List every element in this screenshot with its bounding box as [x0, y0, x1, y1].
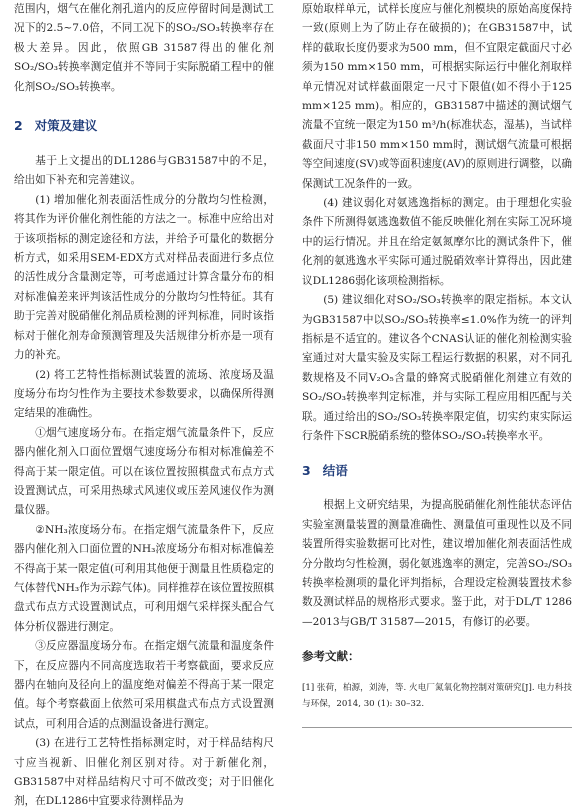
section-2-number: 2 [14, 118, 23, 134]
left-paragraph-4: (2) 将工艺特性指标测试装置的流场、浓度场及温度场分布均匀性作为主要技术参数要求，以确保所得测定结果的准确性。 [14, 368, 274, 420]
reference-1 [302, 680, 572, 712]
left-paragraph-1: 范围内，烟气在催化剂孔道内的反应停留时间是测试工况下的2.5~7.0倍，不同工况下的SO₂/SO₃转换率存在极大差异。因此，依照GB 31587得出的催化剂SO₂/SO₃转换率测定值并不等同于实际脱硝工程中的催化剂SO₂/SO₃转换率。 [14, 3, 274, 93]
left-paragraph-5: ①烟气速度场分布。在指定烟气流量条件下，反应器内催化剂入口面位置烟气速度场分布相对标准偏差不得高于某一限定值。可以在该位置按照棋盘式布点方式设置测试点，可采用热球式风速仪或压差风速仪作为测量仪器。 [14, 426, 274, 517]
reference-1-text: 张荷，柏源，刘涛，等. 火电厂氮氧化物控制对策研究[J]. 电力科技与环保，2014, 30 (1): 30–32. [302, 683, 572, 710]
left-paragraph-2: 基于上文提出的DL1286与GB31587中的不足，给出如下补充和完善建议。 [14, 155, 274, 187]
right-paragraph-4: 根据上文研究结果，为提高脱硝催化剂性能状态评估实验室测量装置的测量准确性、测量值可重现性以及不同装置所得实验数据可比对性，建议增加催化剂表面活性成分分散均匀性检测，弱化氨逃逸率的测定，完善SO₂/SO₃转换率检测项的量化评判指标，合理设定检测装置技术参数及测试样品的规格形式要求。鉴于此，对于DL/T 1286—2013与GB/T 31587—2015，有修订的必要。 [302, 499, 572, 628]
left-paragraph-7: ③反应器温度场分布。在指定烟气流量和温度条件下，在反应器内不同高度选取若干考察截面，要求反应器内在轴向及径向上的温度绝对偏差不得高于某一限定值。每个考察截面上依然可采用棋盘式布点方式设置测试点，可利用合适的点测温设备进行测定。 [14, 640, 274, 730]
right-paragraph-3: (5) 建议细化对SO₂/SO₃转换率的限定指标。本文认为GB31587中以SO₂/SO₃转换率≤1.0%作为统一的评判指标是不适宜的。建议各个CNAS认证的催化剂检测实验室通过对大量实验及实际工程运行数据的积累，对不同孔数规格及不同V₂O₅含量的蜂窝式脱硝催化剂建立有效的SO₂/SO₃转换率判定标准，并与实际工程应用相匹配与关联。通过给出的SO₂/SO₃转换率限定值，切实约束实际运行条件下SCR脱硝系统的整体SO₂/SO₃转换率水平。 [302, 294, 572, 442]
section-3-heading [302, 460, 572, 482]
left-paragraph-3: (1) 增加催化剂表面活性成分的分散均匀性检测，将其作为评价催化剂性能的方法之一。标准中应给出对于该项指标的测定途径和方法，并给予可量化的数据分析方式，如采用SEM-EDX方式对样品表面进行多点位的活性成分含量测定等，可考虑通过计算含量分布的相对标准偏差来评判该活性成分的分散均匀性特征。其有助于完善对脱硝催化剂品质检测的评判标准，同时该指标对于催化剂寿命预测管理及失活规律分析亦是一项有力的补充。 [14, 193, 274, 362]
reference-1-tag: [1] [302, 683, 315, 694]
references-divider [302, 727, 572, 728]
section-3-title: 结语 [322, 463, 348, 479]
left-column [14, 0, 274, 812]
right-paragraph-1: 原始取样单元，试样长度应与催化剂模块的原始高度保持一致(原则上为了防止存在破损的)；在GB31587中，试样的截取长度仍要求为500 mm，但不宜限定截面尺寸必须为150 mm×150 mm，可根据实际运行中催化剂取样单元情况对试样截面限定一尺寸下限值(如不得小于125 mm×125 mm)。相应的，GB31587中描述的测试烟气流量不宜统一限定为150 m³/h(标准状态，湿基)，当试样截面尺寸非150 mm×150 mm时，测试烟气流量可根据等空间速度(SV)或等面积速度(AV)的原则进行调整，以确保测试工况条件的一致。 [302, 3, 572, 190]
section-2-title: 对策及建议 [34, 118, 98, 134]
right-paragraph-2: (4) 建议弱化对氨逃逸指标的测定。由于理想化实验条件下所测得氨逃逸数值不能反映催化剂在实际工况环境中的运行情况。并且在给定氨氮摩尔比的测试条件下，催化剂的氨逃逸水平实际可通过脱硝效率计算得出，因此建议DL1286弱化该项检测指标。 [302, 197, 572, 287]
references-heading: 参考文献： [302, 649, 360, 664]
section-2-heading [14, 115, 274, 137]
left-paragraph-8: (3) 在进行工艺特性指标测定时，对于样品结构尺寸应当视新、旧催化剂区别对待。对于新催化剂，GB31587中对样品结构尺寸可不做改变；对于旧催化剂，在DL1286中宜要求待测样品为 [14, 737, 274, 808]
left-paragraph-6: ②NH₃浓度场分布。在指定烟气流量条件下，反应器内催化剂入口面位置的NH₃浓度场分布相对标准偏差不得高于某一限定值(可利用其他便于测量且性质稳定的气体替代NH₃作为示踪气体)。同样推荐在该位置按照棋盘式布点方式设置测试点，可利用烟气采样探头配合气体分析仪器进行测定。 [14, 523, 274, 633]
right-column [302, 0, 572, 712]
section-3-number: 3 [302, 463, 311, 479]
